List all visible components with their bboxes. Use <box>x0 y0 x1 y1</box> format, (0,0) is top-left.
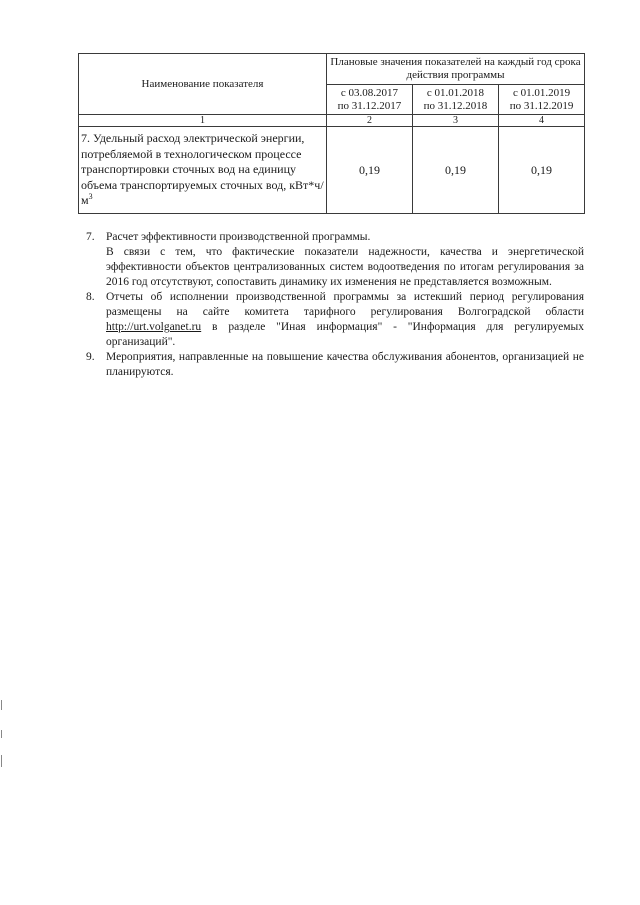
section-text-after: в разделе "Иная информация" - "Информация для регулируемых организаций". <box>106 321 584 348</box>
section-7 <box>86 230 584 290</box>
period-from: с 03.08.2017 <box>340 86 399 99</box>
period-to: по 31.12.2017 <box>337 99 402 112</box>
scan-edge-mark <box>1 700 2 710</box>
indicator-value-2017: 0,19 <box>327 127 413 214</box>
plan-indicators-table <box>78 53 585 214</box>
column-number: 2 <box>327 115 413 127</box>
period-from: с 01.01.2019 <box>512 86 571 99</box>
indicator-value-2018: 0,19 <box>413 127 499 214</box>
period-2019 <box>499 85 585 115</box>
indicator-value-2019: 0,19 <box>499 127 585 214</box>
period-2018 <box>413 85 499 115</box>
section-title: Расчет эффективности производственной программы. <box>106 231 371 243</box>
indicator-name <box>79 127 327 214</box>
section-text-before: Отчеты об исполнении производственной программы за истекший период регулирования размещены на сайте комитета тарифного регулирования Волгоградской области <box>106 291 584 318</box>
period-from: с 01.01.2018 <box>426 86 485 99</box>
table-row <box>79 127 585 214</box>
section-number: 9. <box>86 351 95 363</box>
indicator-text: 7. Удельный расход электрической энергии, потребляемой в технологическом процессе транспортировки сточных вод на единицу объема транспортируемых сточных вод, кВт*ч/м <box>81 131 324 208</box>
section-9 <box>86 350 584 380</box>
unit-superscript: 3 <box>88 192 93 202</box>
website-link[interactable]: http://urt.volganet.ru <box>106 321 202 333</box>
period-to: по 31.12.2018 <box>423 99 488 112</box>
scan-edge-mark <box>1 755 2 767</box>
section-text: Мероприятия, направленные на повышение качества обслуживания абонентов, организацией не планируются. <box>106 351 584 378</box>
column-number-row <box>79 115 585 127</box>
section-text <box>106 290 584 350</box>
column-number: 4 <box>499 115 585 127</box>
period-2017 <box>327 85 413 115</box>
section-text: В связи с тем, что фактические показатели надежности, качества и энергетической эффективности объектов централизованных систем водоотведения по итогам регулирования за 2016 год отсутствуют, сопоставить динамику их изменения не представляется возможным. <box>106 246 584 288</box>
header-plan-values: Плановые значения показателей на каждый год срока действия программы <box>327 54 585 85</box>
section-number: 7. <box>86 231 95 243</box>
column-number: 3 <box>413 115 499 127</box>
numbered-sections <box>86 230 584 380</box>
column-number: 1 <box>79 115 327 127</box>
header-indicator-name: Наименование показателя <box>79 54 327 115</box>
period-to: по 31.12.2019 <box>509 99 574 112</box>
scan-edge-mark <box>1 730 2 738</box>
section-number: 8. <box>86 291 95 303</box>
section-8 <box>86 290 584 350</box>
